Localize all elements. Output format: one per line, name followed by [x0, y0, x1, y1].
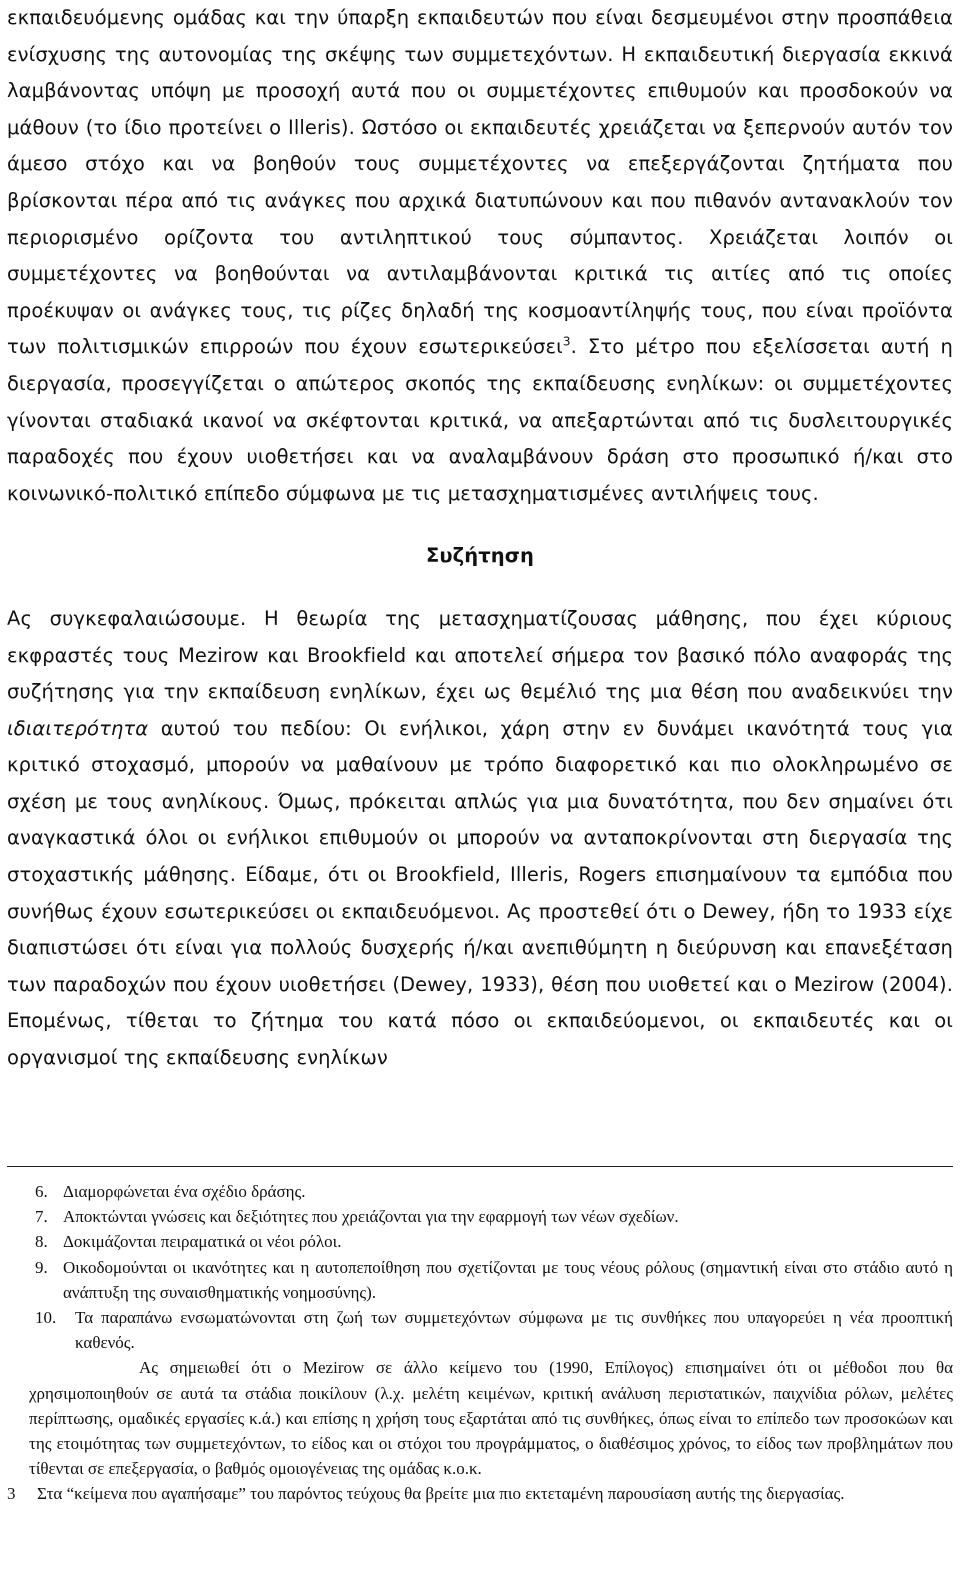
- list-number: 9.: [35, 1257, 48, 1277]
- section-heading: Συζήτηση: [425, 544, 535, 568]
- footnote-list-item: [7, 1305, 953, 1355]
- main-text: [7, 0, 953, 1077]
- footnote-list-item: [7, 1255, 953, 1305]
- footnote-paragraph: Ας σημειωθεί ότι ο Mezirow σε άλλο κείμενο του (1990, Επίλογος) επισημαίνει ότι οι μέθοδοι που θα χρησιμοποιηθούν σε αυτά τα στάδια ποικίλουν (λ.χ. μελέτη κειμένων, κριτική ανάλυση περιστατικών, παιχνίδια ρόλων, μελέτες περίπτωσης, ομαδικές εργασίες κ.ά.) και επίσης η χρήση τους εξαρτάται από τις συνθήκες, όπως είναι το επίπεδο των προσοκώων και της ετοιμότητας των συμμετεχόντων, το είδος και οι στόχοι του προγράμματος, ο διαθέσιμος χρόνος, το είδος των προβλημάτων που τίθενται σε επεξεργασία, ο βαθμός ομοιογένειας της ομάδας κ.ο.κ.: [29, 1358, 953, 1479]
- list-text: Τα παραπάνω ενσωματώνονται στη ζωή των συμμετεχόντων σύμφωνα με τις συνθήκες που υπαγορεύει η νέα προοπτική καθενός.: [75, 1308, 953, 1353]
- footnote-list-item: [7, 1179, 953, 1204]
- list-number: 8.: [35, 1232, 48, 1252]
- footnote-list-item: [7, 1229, 953, 1254]
- list-number: 7.: [35, 1207, 48, 1227]
- list-number: 10.: [35, 1308, 57, 1328]
- paragraph-1-text: εκπαιδευόμενης ομάδας και την ύπαρξη εκπαιδευτών που είναι δεσμευμένοι στην προσπάθεια ενίσχυσης της αυτονομίας της σκέψης των συμμετεχόντων. Η εκπαιδευτική διεργασία εκκινά λαμβάνοντας υπόψη με προσοχή αυτά που οι συμμετέχοντες επιθυμούν και προσδοκούν να μάθουν (το ίδιο προτείνει ο Illeris). Ωστόσο οι εκπαιδευτές χρειάζεται να ξεπερνούν αυτόν τον άμεσο στόχο και να βοηθούν τους συμμετέχοντες να επεξεργάζονται ζητήματα που βρίσκονται πέρα από τις ανάγκες που αρχικά διατυπώνουν και που πιθανόν αντανακλούν τον περιορισμένο ορίζοντα του αντιληπτικού τους σύμπαντος. Χρειάζεται λοιπόν οι συμμετέχοντες να βοηθούνται να αντιλαμβάνονται κριτικά τις αιτίες από τις οποίες προέκυψαν οι ανάγκες τους, τις ρίζες δηλαδή της κοσμοαντίληψής τους, που είναι προϊόντα των πολιτισμικών επιρροών που έχουν εσωτερικεύσει: [7, 6, 953, 359]
- paragraph-1: [7, 0, 953, 512]
- list-text: Οικοδομούνται οι ικανότητες και η αυτοπεποίθηση που σχετίζονται με τους νέους ρόλους (σημαντική είναι στο στάδιο αυτό η ανάπτυξη της συναισθηματικής νοημοσύνης).: [63, 1257, 953, 1302]
- footnotes: [7, 1179, 953, 1507]
- paragraph-2-text: Ας συγκεφαλαιώσουμε. Η θεωρία της μετασχηματίζουσας μάθησης, που έχει κύριους εκφραστές τους Mezirow και Brookfield και αποτελεί σήμερα τον βασικό πόλο αναφοράς της συζήτησης για την εκπαίδευση ενηλίκων, έχει ως θεμέλιό της μια θέση που αναδεικνύει την: [7, 606, 953, 704]
- paragraph-1-continuation: . Στο μέτρο που εξελίσσεται αυτή η διεργασία, προσεγγίζεται ο απώτερος σκοπός της εκπαίδευσης ενηλίκων: οι συμμετέχοντες γίνονται σταδιακά ικανοί να σκέφτονται κριτικά, να απεξαρτώνται από τις δυσλειτουργικές παραδοχές που έχουν υιοθετήσει και να αναλαμβάνουν δράση στο προσωπικό ή/και στο κοινωνικό-πολιτικό επίπεδο σύμφωνα με τις μετασχηματισμένες αντιλήψεις τους.: [7, 335, 953, 505]
- list-text: Δοκιμάζονται πειραματικά οι νέοι ρόλοι.: [63, 1232, 342, 1252]
- list-number: 6.: [35, 1182, 48, 1201]
- footnote-separator: [7, 1166, 953, 1167]
- italic-term: ιδιαιτερότητα: [7, 716, 149, 740]
- footnote-list-item: [7, 1204, 953, 1229]
- list-text: Αποκτώνται γνώσεις και δεξιότητες που χρειάζονται για την εφαρμογή των νέων σχεδίων.: [63, 1207, 679, 1227]
- footnote-number: 3: [7, 1484, 16, 1504]
- paragraph-2-continuation: αυτού του πεδίου: Οι ενήλικοι, χάρη στην εν δυνάμει ικανότητά τους για κριτικό στοχασμό, μπορούν να μαθαίνουν με τρόπο διαφορετικό και πιο ολοκληρωμένο σε σχέση με τους ανηλίκους. Όμως, πρόκειται απλώς για μια δυνατότητα, που δεν σημαίνει ότι αναγκαστικά όλοι οι ενήλικοι επιθυμούν οι μπορούν να ανταποκρίνονται στη διεργασία της στοχαστικής μάθησης. Είδαμε, ότι οι Brookfield, Illeris, Rogers επισημαίνουν τα εμπόδια που συνήθως έχουν εσωτερικεύσει οι εκπαιδευόμενοι. Ας προστεθεί ότι ο Dewey, ήδη το 1933 είχε διαπιστώσει ότι είναι για πολλούς δυσχερής ή/και ανεπιθύμητη η διεύρυνση και επανεξέταση των παραδοχών που έχουν υιοθετήσει (Dewey, 1933), θέση που υιοθετεί και ο Mezirow (2004). Επομένως, τίθεται το ζήτημα του κατά πόσο οι εκπαιδεύομενοι, οι εκπαιδευτές και οι οργανισμοί της εκπαίδευσης ενηλίκων: [7, 716, 953, 1070]
- paragraph-2: [7, 601, 953, 1077]
- footnote-3: [7, 1481, 953, 1506]
- footnote-text: Στα “κείμενα που αγαπήσαμε” του παρόντος τεύχους θα βρείτε μια πιο εκτεταμένη παρουσίαση αυτής της διεργασίας.: [37, 1484, 845, 1504]
- list-text: Διαμορφώνεται ένα σχέδιο δράσης.: [63, 1182, 306, 1201]
- footnote-ref-3: 3: [562, 334, 571, 349]
